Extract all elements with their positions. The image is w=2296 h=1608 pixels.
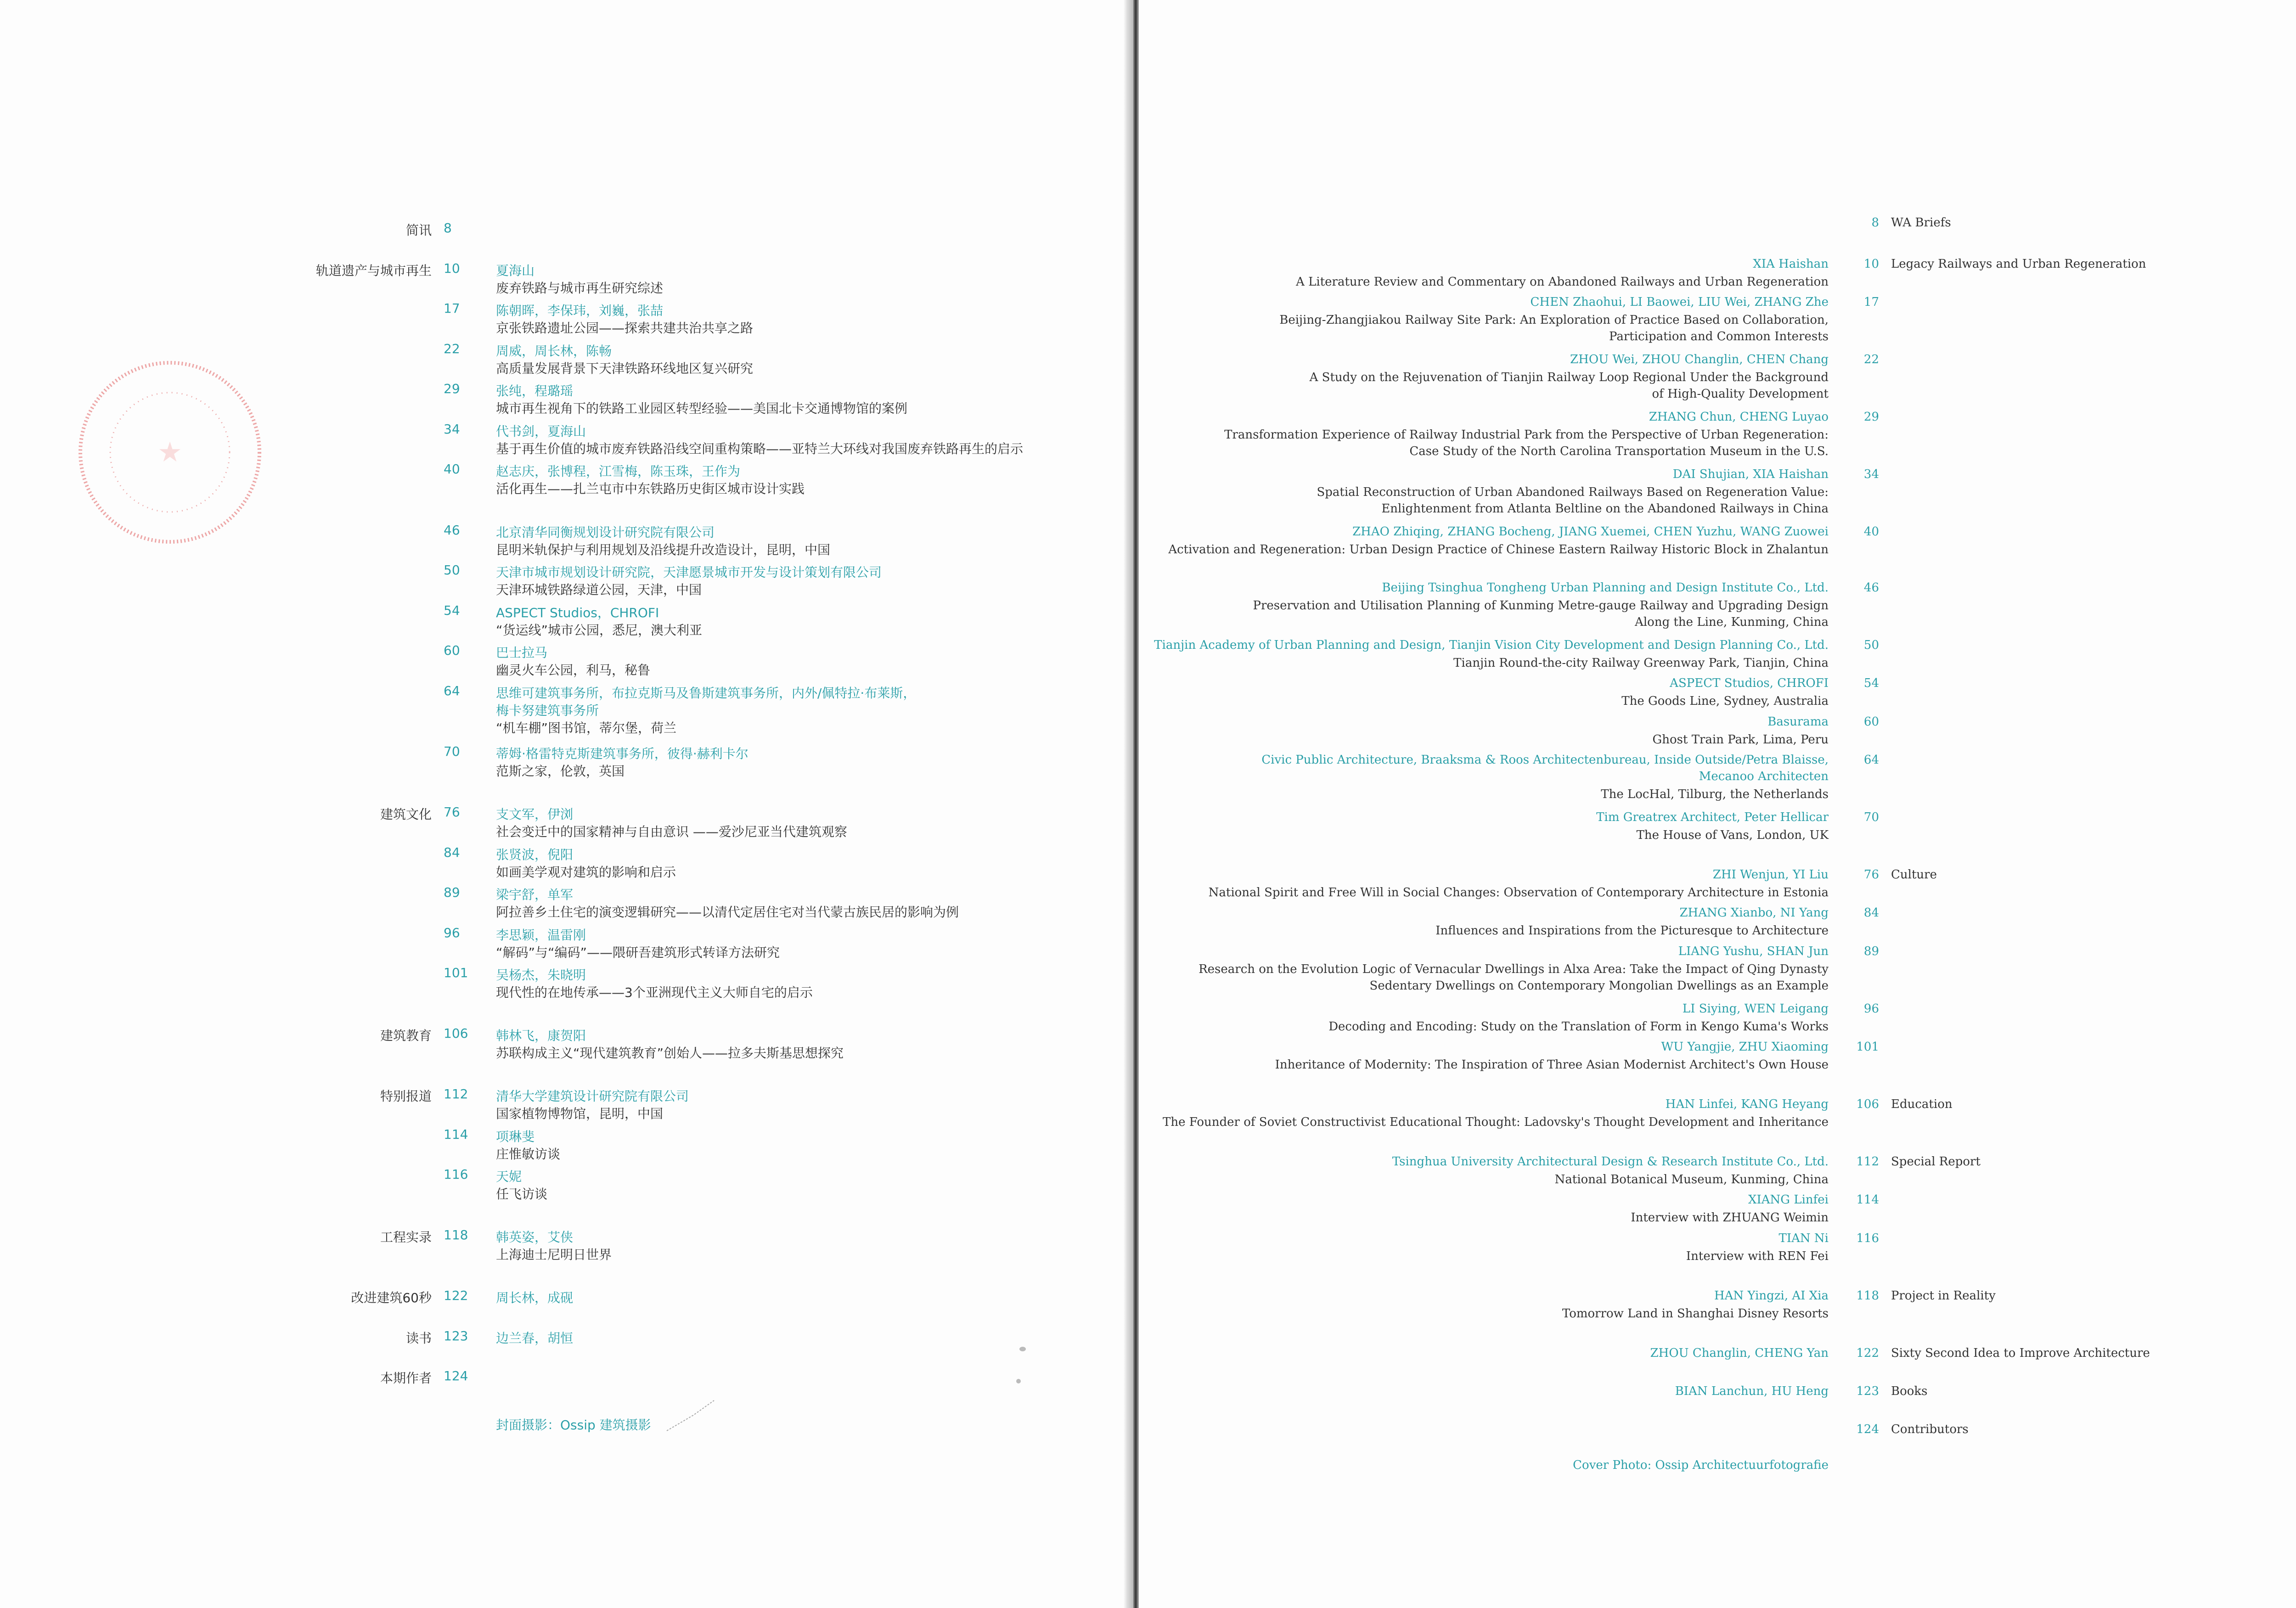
toc-section-cn: 轨道遗产与城市再生 bbox=[315, 263, 432, 278]
toc-section-cn: 建筑教育 bbox=[380, 1028, 432, 1043]
toc-page-number: 64 bbox=[1863, 753, 1879, 767]
toc-title-cn: 任飞访谈 bbox=[496, 1186, 548, 1202]
pen-scribble-mark bbox=[666, 1391, 716, 1433]
toc-page-number: 60 bbox=[1863, 715, 1879, 729]
toc-page-number: 106 bbox=[1856, 1097, 1879, 1111]
toc-title-cn: 基于再生价值的城市废弃铁路沿线空间重构策略——亚特兰大环线对我国废弃铁路再生的启示 bbox=[496, 441, 1024, 456]
toc-author-en: Tim Greatrex Architect, Peter Hellicar bbox=[1596, 810, 1829, 824]
toc-section-en: Sixty Second Idea to Improve Architecture bbox=[1891, 1346, 2150, 1360]
toc-author-cn: 项琳斐 bbox=[496, 1129, 535, 1144]
toc-author-cn: 天妮 bbox=[496, 1169, 522, 1184]
right-page bbox=[1139, 0, 2296, 1608]
toc-page-number: 40 bbox=[444, 461, 460, 477]
toc-author-en: ZHOU Wei, ZHOU Changlin, CHEN Chang bbox=[1570, 353, 1829, 366]
toc-page-number: 123 bbox=[1856, 1384, 1879, 1398]
toc-author-cn: ASPECT Studios，CHROFI bbox=[496, 605, 659, 620]
toc-page-number: 50 bbox=[444, 562, 460, 578]
toc-author-cn: 巴士拉马 bbox=[496, 645, 548, 660]
toc-author-en: ZHANG Chun, CHENG Luyao bbox=[1649, 410, 1829, 424]
toc-title-cn: 苏联构成主义“现代建筑教育”创始人——拉多夫斯基思想探究 bbox=[496, 1046, 844, 1061]
toc-page-number: 89 bbox=[1863, 945, 1879, 958]
toc-page-number: 96 bbox=[1863, 1002, 1879, 1016]
toc-title-cn: 幽灵火车公园，利马，秘鲁 bbox=[496, 663, 651, 678]
toc-title-en: Influences and Inspirations from the Picturesque to Architecture bbox=[1435, 924, 1829, 938]
toc-author-en: HAN Yingzi, AI Xia bbox=[1714, 1289, 1829, 1303]
cover-credit-en: Cover Photo: Ossip Architectuurfotografie bbox=[1573, 1458, 1829, 1472]
toc-author-cn: 代书剑，夏海山 bbox=[496, 424, 586, 439]
toc-page-number: 34 bbox=[1863, 467, 1879, 481]
toc-page-number: 84 bbox=[1863, 906, 1879, 920]
toc-title-en: Beijing-Zhangjiakou Railway Site Park: An Exploration of Practice Based on Collaboration, bbox=[1279, 313, 1829, 327]
toc-title-en: Preservation and Utilisation Planning of Kunming Metre-gauge Railway and Upgrading Design bbox=[1253, 599, 1829, 613]
toc-page-number: 8 bbox=[1871, 216, 1879, 230]
faded-stamp-icon bbox=[71, 354, 269, 551]
toc-title-cn: 范斯之家，伦敦，英国 bbox=[496, 764, 625, 779]
toc-page-number: 106 bbox=[444, 1026, 468, 1041]
book-gutter bbox=[1133, 0, 1139, 1608]
toc-title-en: The LocHal, Tilburg, the Netherlands bbox=[1601, 787, 1829, 801]
toc-author-en: ZHANG Xianbo, NI Yang bbox=[1679, 906, 1829, 920]
toc-author-en: Beijing Tsinghua Tongheng Urban Planning and Design Institute Co., Ltd. bbox=[1382, 581, 1829, 595]
toc-page-number: 118 bbox=[444, 1227, 468, 1243]
toc-author-en: ASPECT Studios, CHROFI bbox=[1670, 676, 1829, 690]
toc-title-en: Ghost Train Park, Lima, Peru bbox=[1652, 733, 1829, 747]
toc-title-cn: 活化再生——扎兰屯市中东铁路历史街区城市设计实践 bbox=[496, 481, 805, 496]
toc-title-en: The Founder of Soviet Constructivist Educational Thought: Ladovsky's Thought Development and Inheritance bbox=[1163, 1115, 1829, 1129]
toc-page-number: 124 bbox=[1856, 1422, 1879, 1436]
toc-title-cn: 天津环城铁路绿道公园，天津，中国 bbox=[496, 582, 702, 597]
toc-author-en: LIANG Yushu, SHAN Jun bbox=[1678, 945, 1829, 958]
toc-section-en: Culture bbox=[1891, 868, 1937, 882]
toc-title-en: Tianjin Round-the-city Railway Greenway Park, Tianjin, China bbox=[1453, 656, 1829, 670]
toc-author-cn: 梅卡努建筑事务所 bbox=[496, 703, 599, 718]
toc-section-cn: 读书 bbox=[405, 1331, 432, 1346]
toc-page-number: 116 bbox=[444, 1167, 468, 1182]
toc-page-number: 46 bbox=[1863, 581, 1879, 595]
toc-title-en: The Goods Line, Sydney, Australia bbox=[1621, 694, 1829, 708]
toc-page-number: 76 bbox=[1863, 868, 1879, 882]
toc-title-cn: 昆明米轨保护与利用规划及沿线提升改造设计，昆明，中国 bbox=[496, 542, 831, 557]
toc-title-cn: 现代性的在地传承——3个亚洲现代主义大师自宅的启示 bbox=[496, 985, 813, 1000]
toc-page-number: 70 bbox=[444, 744, 460, 759]
toc-title-en: Sedentary Dwellings on Contemporary Mongolian Dwellings as an Example bbox=[1369, 979, 1829, 993]
toc-author-en: LI Siying, WEN Leigang bbox=[1682, 1002, 1829, 1016]
toc-page-number: 116 bbox=[1856, 1231, 1879, 1245]
toc-author-en: HAN Linfei, KANG Heyang bbox=[1665, 1097, 1829, 1111]
toc-title-cn: 社会变迁中的国家精神与自由意识 ——爱沙尼亚当代建筑观察 bbox=[496, 824, 847, 839]
toc-title-cn: 庄惟敏访谈 bbox=[496, 1147, 561, 1162]
toc-page-number: 89 bbox=[444, 885, 460, 900]
toc-author-cn: 赵志庆，张博程，江雪梅，陈玉珠，王作为 bbox=[496, 464, 741, 479]
toc-author-cn: 陈朝晖，李保玮，刘巍，张喆 bbox=[496, 303, 664, 318]
toc-author-en: DAI Shujian, XIA Haishan bbox=[1672, 467, 1829, 481]
toc-author-cn: 梁宇舒，单军 bbox=[496, 887, 574, 902]
toc-author-en: CHEN Zhaohui, LI Baowei, LIU Wei, ZHANG Zhe bbox=[1530, 295, 1829, 309]
ink-smudge bbox=[1019, 1347, 1026, 1351]
toc-page-number: 101 bbox=[1856, 1040, 1879, 1054]
toc-page-number: 84 bbox=[444, 845, 460, 860]
toc-page-number: 60 bbox=[444, 643, 460, 658]
toc-title-cn: 废弃铁路与城市再生研究综述 bbox=[496, 281, 664, 296]
toc-author-cn: 韩林飞，康贺阳 bbox=[496, 1028, 586, 1043]
toc-section-cn: 改进建筑60秒 bbox=[351, 1290, 432, 1305]
toc-title-en: A Literature Review and Commentary on Abandoned Railways and Urban Regeneration bbox=[1296, 275, 1829, 289]
toc-author-cn: 韩英姿，艾侠 bbox=[496, 1230, 574, 1245]
toc-page-number: 101 bbox=[444, 965, 468, 980]
toc-title-cn: 上海迪士尼明日世界 bbox=[496, 1247, 612, 1262]
toc-page-number: 112 bbox=[444, 1086, 468, 1102]
toc-title-cn: 如画美学观对建筑的影响和启示 bbox=[496, 865, 676, 880]
toc-author-en: WU Yangjie, ZHU Xiaoming bbox=[1661, 1040, 1829, 1054]
toc-title-cn: 京张铁路遗址公园——探索共建共治共享之路 bbox=[496, 320, 754, 336]
toc-page-number: 34 bbox=[444, 422, 460, 437]
toc-author-en: Tianjin Academy of Urban Planning and Design, Tianjin Vision City Development and Design Planning Co., Ltd. bbox=[1154, 638, 1829, 652]
toc-page-number: 22 bbox=[1863, 353, 1879, 366]
toc-page-number: 122 bbox=[444, 1288, 468, 1303]
toc-title-en: Case Study of the North Carolina Transportation Museum in the U.S. bbox=[1409, 444, 1829, 458]
toc-author-cn: 天津市城市规划设计研究院，天津愿景城市开发与设计策划有限公司 bbox=[496, 565, 882, 580]
toc-title-cn: 国家植物博物馆，昆明，中国 bbox=[496, 1106, 664, 1121]
toc-title-cn: “解码”与“编码”——隈研吾建筑形式转译方法研究 bbox=[496, 945, 780, 960]
toc-title-en: Decoding and Encoding: Study on the Translation of Form in Kengo Kuma's Works bbox=[1328, 1020, 1829, 1034]
toc-section-en: Special Report bbox=[1891, 1155, 1981, 1169]
ink-smudge bbox=[1016, 1379, 1021, 1383]
toc-page-number: 29 bbox=[444, 381, 460, 396]
toc-author-en: ZHOU Changlin, CHENG Yan bbox=[1650, 1346, 1829, 1360]
toc-author-en: TIAN Ni bbox=[1778, 1231, 1829, 1245]
toc-author-cn: 边兰春，胡恒 bbox=[496, 1331, 574, 1346]
toc-author-cn: 吴杨杰，朱晓明 bbox=[496, 967, 586, 983]
toc-title-en: of High-Quality Development bbox=[1652, 387, 1829, 401]
toc-title-en: Transformation Experience of Railway Industrial Park from the Perspective of Urban Regeneration: bbox=[1224, 428, 1829, 442]
toc-page-number: 40 bbox=[1863, 525, 1879, 539]
toc-page-number: 54 bbox=[444, 603, 460, 618]
toc-page-number: 17 bbox=[1863, 295, 1879, 309]
toc-section-cn: 工程实录 bbox=[380, 1230, 432, 1245]
toc-title-en: National Botanical Museum, Kunming, China bbox=[1554, 1173, 1829, 1186]
toc-section-en: Books bbox=[1891, 1384, 1928, 1398]
toc-author-cn: 张纯，程璐瑶 bbox=[496, 383, 574, 399]
toc-title-en: Activation and Regeneration: Urban Design Practice of Chinese Eastern Railway Historic Block in Zhalantun bbox=[1168, 543, 1829, 557]
toc-page-number: 122 bbox=[1856, 1346, 1879, 1360]
toc-title-cn: “机车棚”图书馆，蒂尔堡，荷兰 bbox=[496, 720, 677, 736]
toc-page-number: 64 bbox=[444, 683, 460, 698]
toc-author-en: ZHI Wenjun, YI Liu bbox=[1712, 868, 1829, 882]
toc-page-number: 22 bbox=[444, 341, 460, 356]
toc-author-cn: 清华大学建筑设计研究院有限公司 bbox=[496, 1089, 689, 1104]
toc-title-en: Enlightenment from Atlanta Beltline on the Abandoned Railways in China bbox=[1381, 502, 1829, 516]
toc-page-number: 114 bbox=[1856, 1193, 1879, 1207]
toc-author-cn: 李思颖，温雷刚 bbox=[496, 928, 586, 943]
toc-title-cn: 城市再生视角下的铁路工业园区转型经验——美国北卡交通博物馆的案例 bbox=[496, 401, 908, 416]
toc-title-en: A Study on the Rejuvenation of Tianjin Railway Loop Regional Under the Background bbox=[1309, 371, 1829, 384]
toc-author-en: XIA Haishan bbox=[1753, 257, 1829, 271]
toc-title-en: Interview with REN Fei bbox=[1686, 1249, 1829, 1263]
cover-credit-cn: 封面摄影：Ossip 建筑摄影 bbox=[496, 1417, 651, 1433]
toc-title-en: Tomorrow Land in Shanghai Disney Resorts bbox=[1562, 1307, 1829, 1321]
toc-author-en: Tsinghua University Architectural Design & Research Institute Co., Ltd. bbox=[1392, 1155, 1829, 1169]
toc-page-number: 8 bbox=[444, 220, 452, 236]
toc-author-en: Civic Public Architecture, Braaksma & Roos Architectenbureau, Inside Outside/Petra Blaisse, bbox=[1261, 753, 1829, 767]
toc-section-en: Project in Reality bbox=[1891, 1289, 1996, 1303]
toc-page-number: 70 bbox=[1863, 810, 1879, 824]
toc-page-number: 17 bbox=[444, 301, 460, 316]
toc-page-number: 96 bbox=[444, 925, 460, 940]
toc-author-cn: 思维可建筑事务所，布拉克斯马及鲁斯建筑事务所，内外/佩特拉·布莱斯， bbox=[496, 686, 916, 701]
toc-author-cn: 周长林，成砚 bbox=[496, 1290, 574, 1305]
toc-author-en: BIAN Lanchun, HU Heng bbox=[1675, 1384, 1829, 1398]
toc-title-en: National Spirit and Free Will in Social Changes: Observation of Contemporary Architecture in Estonia bbox=[1208, 886, 1829, 900]
toc-section-en: WA Briefs bbox=[1891, 216, 1951, 230]
toc-title-en: The House of Vans, London, UK bbox=[1636, 828, 1829, 842]
toc-author-cn: 蒂姆·格雷特克斯建筑事务所，彼得·赫利卡尔 bbox=[496, 746, 748, 761]
toc-page-number: 76 bbox=[444, 804, 460, 820]
toc-page-number: 29 bbox=[1863, 410, 1879, 424]
toc-author-cn: 周威，周长林，陈畅 bbox=[496, 343, 612, 359]
toc-section-cn: 本期作者 bbox=[380, 1371, 432, 1386]
toc-page-number: 118 bbox=[1856, 1289, 1879, 1303]
toc-page-number: 123 bbox=[444, 1328, 468, 1344]
toc-page-number: 54 bbox=[1863, 676, 1879, 690]
toc-section-cn: 特别报道 bbox=[380, 1089, 432, 1104]
toc-author-cn: 北京清华同衡规划设计研究院有限公司 bbox=[496, 525, 715, 540]
toc-page-number: 46 bbox=[444, 523, 460, 538]
toc-page-number: 112 bbox=[1856, 1155, 1879, 1169]
toc-title-cn: 高质量发展背景下天津铁路环线地区复兴研究 bbox=[496, 361, 754, 376]
toc-title-cn: 阿拉善乡土住宅的演变逻辑研究——以清代定居住宅对当代蒙古族民居的影响为例 bbox=[496, 905, 959, 920]
toc-author-en: Basurama bbox=[1767, 715, 1829, 729]
toc-author-en: XIANG Linfei bbox=[1748, 1193, 1829, 1207]
toc-title-en: Inheritance of Modernity: The Inspiration of Three Asian Modernist Architect's Own House bbox=[1275, 1058, 1829, 1072]
page-edge-shadow bbox=[1123, 0, 1133, 1608]
toc-section-en: Education bbox=[1891, 1097, 1953, 1111]
toc-section-en: Legacy Railways and Urban Regeneration bbox=[1891, 257, 2146, 271]
toc-title-cn: “货运线”城市公园，悉尼，澳大利亚 bbox=[496, 623, 703, 638]
toc-author-cn: 张贤波，倪阳 bbox=[496, 847, 574, 862]
toc-title-en: Research on the Evolution Logic of Vernacular Dwellings in Alxa Area: Take the Impact of Qing Dynasty bbox=[1199, 962, 1829, 976]
toc-page-number: 124 bbox=[444, 1368, 468, 1383]
svg-text:★: ★ bbox=[158, 436, 182, 468]
toc-author-cn: 支文军，伊浏 bbox=[496, 807, 574, 822]
toc-page-number: 10 bbox=[444, 261, 460, 276]
toc-section-en: Contributors bbox=[1891, 1422, 1969, 1436]
toc-title-en: Along the Line, Kunming, China bbox=[1635, 615, 1829, 629]
toc-title-en: Participation and Common Interests bbox=[1609, 330, 1829, 343]
toc-author-en: Mecanoo Architecten bbox=[1699, 770, 1829, 783]
toc-page-number: 50 bbox=[1863, 638, 1879, 652]
toc-title-en: Spatial Reconstruction of Urban Abandoned Railways Based on Regeneration Value: bbox=[1317, 485, 1829, 499]
toc-title-en: Interview with ZHUANG Weimin bbox=[1631, 1211, 1829, 1225]
toc-author-cn: 夏海山 bbox=[496, 263, 535, 278]
toc-page-number: 114 bbox=[444, 1127, 468, 1142]
toc-section-cn: 建筑文化 bbox=[380, 807, 432, 822]
toc-author-en: ZHAO Zhiqing, ZHANG Bocheng, JIANG Xuemei, CHEN Yuzhu, WANG Zuowei bbox=[1352, 525, 1829, 539]
left-page bbox=[0, 0, 1133, 1608]
toc-page-number: 10 bbox=[1863, 257, 1879, 271]
toc-section-cn: 简讯 bbox=[405, 223, 432, 238]
